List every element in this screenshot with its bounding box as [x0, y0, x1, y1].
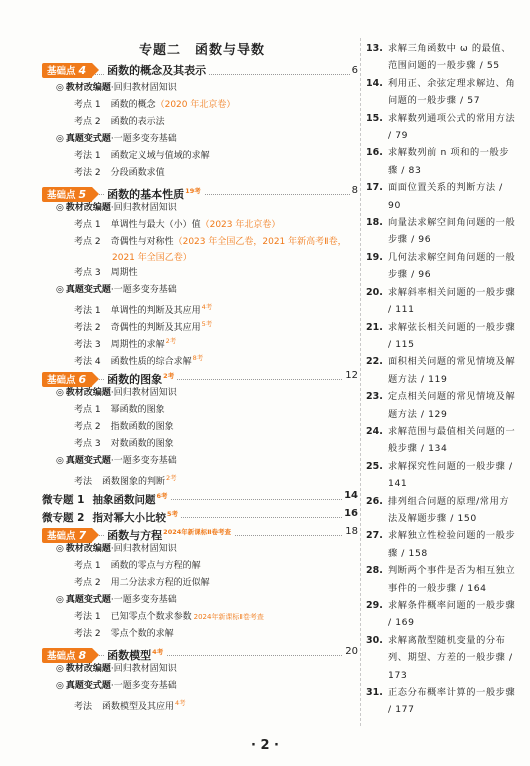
section-heading — [42, 453, 358, 470]
method-item[interactable] — [366, 75, 516, 110]
method-text: 求解数列通项公式的常用方法 / 79 — [388, 112, 516, 142]
item-text: 函数的概念 — [110, 100, 156, 110]
special-topic-title — [42, 494, 171, 506]
section-label: 真题变式题 — [65, 285, 111, 295]
method-number: 31. — [366, 687, 383, 699]
exam-source: 2024年新课标Ⅱ卷考查 — [193, 613, 264, 621]
topic-title-text: 函数的基本性质 — [107, 187, 185, 201]
method-number: 29. — [366, 600, 383, 611]
item-label: 考法 3 — [74, 340, 101, 350]
topic-title — [104, 649, 166, 662]
exam-source: （2023 年北京卷） — [200, 220, 281, 230]
section-tagline: ·一题多变夯基础 — [110, 595, 177, 605]
exam-source: （2023 年全国乙卷，2021 年新高考Ⅱ卷， — [173, 237, 347, 247]
item-text: 零点个数的求解 — [110, 629, 174, 639]
knowledge-item[interactable] — [42, 165, 358, 182]
knowledge-item[interactable] — [42, 419, 358, 436]
special-topic-row[interactable] — [42, 505, 358, 523]
method-text: 求解三角函数中 ω 的最值、范围问题的一般步骤 / 55 — [388, 43, 511, 72]
special-topic-title — [42, 512, 181, 524]
method-item[interactable] — [366, 144, 516, 179]
page-number: 12 — [343, 367, 358, 385]
knowledge-item[interactable] — [42, 114, 358, 131]
page-number: 16 — [342, 505, 358, 523]
method-text: 面积相关问题的常见情境及解题方法 / 119 — [388, 356, 516, 385]
method-item[interactable] — [366, 597, 516, 632]
method-number: 18. — [366, 217, 383, 229]
target-icon: ◎ — [56, 664, 64, 674]
section-tagline: ·回归教材固知识 — [110, 388, 177, 398]
item-label: 考法 — [74, 477, 93, 487]
topic-badge — [42, 648, 92, 663]
item-label: 考点 1 — [74, 405, 101, 415]
section-heading — [42, 131, 358, 148]
method-text: 求解探究性问题的一般步骤 / 141 — [388, 460, 513, 490]
method-text: 求解弦长相关问题的一般步骤 / 115 — [388, 321, 516, 350]
item-label: 考点 2 — [74, 422, 101, 432]
toc-topic-row[interactable] — [42, 182, 358, 200]
topic-title-text: 函数的概念及其表示 — [107, 64, 207, 77]
page-number: 6 — [350, 62, 358, 80]
knowledge-item[interactable] — [42, 609, 358, 626]
method-item[interactable] — [366, 388, 516, 423]
item-label: 考法 — [74, 702, 93, 712]
exam-count: 4考 — [201, 303, 213, 311]
item-text: 单调性的判断及其应用 — [110, 306, 201, 316]
page-number: 14 — [342, 487, 358, 505]
page-number: 18 — [343, 523, 358, 541]
knowledge-item[interactable] — [42, 217, 358, 234]
method-text: 正态分布概率计算的一般步骤 / 177 — [388, 687, 516, 716]
special-topic-label: 微专题 1 — [42, 493, 85, 506]
topic-title-text: 函数与方程 — [107, 528, 163, 542]
knowledge-item[interactable] — [42, 626, 358, 643]
section-label: 教材改编题 — [65, 203, 111, 213]
section-label: 教材改编题 — [65, 664, 111, 674]
method-text: 几何法求解空间角问题的一般步骤 / 96 — [388, 251, 516, 281]
item-label: 考点 1 — [74, 100, 101, 110]
exam-count: 6考 — [156, 492, 168, 500]
exam-count: 8考 — [192, 354, 204, 362]
section-tagline: ·回归教材固知识 — [110, 544, 177, 554]
section-tagline: ·回归教材固知识 — [110, 83, 177, 93]
item-label: 考法 1 — [74, 306, 101, 316]
exam-count: 2考 — [163, 372, 175, 380]
method-item[interactable] — [366, 284, 516, 319]
source-continuation: 2021 年全国乙卷） — [112, 253, 192, 263]
section-heading — [42, 80, 358, 97]
knowledge-item[interactable] — [42, 402, 358, 419]
item-label: 考法 2 — [74, 629, 101, 639]
method-item[interactable] — [366, 632, 516, 684]
special-topic-name: 指对幂大小比较 — [92, 511, 166, 524]
knowledge-item[interactable] — [42, 695, 358, 712]
section-tagline: ·一题多变夯基础 — [110, 134, 177, 144]
method-item[interactable] — [366, 179, 516, 214]
method-text: 求解数列前 n 项和的一般步骤 / 83 — [388, 147, 510, 176]
target-icon: ◎ — [56, 83, 64, 93]
method-text: 求解斜率相关问题的一般步骤 / 111 — [388, 286, 516, 316]
exam-count: 5考 — [201, 320, 213, 328]
item-text: 奇偶性与对称性 — [110, 237, 174, 247]
topic-badge — [42, 187, 92, 202]
topic-badge-label: 基础点 — [47, 189, 76, 201]
method-number: 17. — [366, 182, 383, 194]
item-text: 函数的零点与方程的解 — [110, 561, 201, 571]
topic-badge — [42, 63, 92, 78]
section-heading — [42, 385, 358, 402]
topic-badge — [42, 372, 92, 387]
topic-badge-number: 8 — [78, 648, 87, 662]
item-label: 考点 3 — [74, 268, 101, 278]
method-number: 16. — [366, 147, 383, 159]
method-number: 24. — [366, 425, 383, 437]
method-item[interactable] — [366, 458, 516, 493]
toc-topic-row[interactable] — [42, 62, 358, 80]
method-text: 排列组合问题的原理/常用方法及解题步骤 / 150 — [388, 495, 510, 524]
method-number: 27. — [366, 530, 383, 542]
method-item[interactable] — [366, 319, 516, 354]
section-heading — [42, 200, 358, 217]
section-label: 教材改编题 — [65, 83, 111, 93]
topic-badge-label: 基础点 — [47, 66, 76, 77]
section-label: 教材改编题 — [65, 544, 111, 554]
item-label: 考点 1 — [74, 220, 101, 230]
item-label: 考法 1 — [74, 612, 101, 622]
knowledge-item[interactable] — [42, 97, 358, 114]
topic-badge-number: 4 — [78, 64, 87, 77]
method-item[interactable] — [366, 40, 516, 75]
section-tagline: ·一题多变夯基础 — [110, 285, 177, 295]
method-number: 23. — [366, 391, 383, 403]
topic-badge-label: 基础点 — [47, 374, 76, 386]
topic-badge-number: 7 — [78, 528, 87, 542]
topic-title — [104, 529, 234, 542]
exam-count: 4考 — [175, 699, 186, 707]
topic-badge-number: 5 — [78, 187, 87, 201]
knowledge-item[interactable] — [42, 299, 358, 316]
method-text: 求解独立性检验问题的一般步骤 / 158 — [388, 530, 516, 559]
target-icon: ◎ — [56, 203, 64, 213]
item-label: 考法 2 — [74, 323, 101, 333]
section-heading — [42, 678, 358, 695]
knowledge-item[interactable] — [42, 575, 358, 592]
section-label: 教材改编题 — [65, 388, 111, 398]
topic-title — [104, 188, 204, 201]
special-topic-row[interactable] — [42, 487, 358, 505]
topic-title — [104, 64, 209, 77]
knowledge-item[interactable] — [42, 436, 358, 453]
item-label: 考点 2 — [74, 117, 101, 127]
section-label: 真题变式题 — [65, 595, 111, 605]
item-label: 考点 2 — [74, 237, 101, 247]
method-item[interactable] — [366, 562, 516, 597]
exam-count: 19考 — [185, 187, 201, 195]
toc-topic-row[interactable] — [42, 523, 358, 541]
item-label: 考法 1 — [74, 151, 101, 161]
method-list — [366, 40, 516, 719]
target-icon: ◎ — [56, 388, 64, 398]
page-number: 8 — [350, 182, 358, 200]
section-label: 真题变式题 — [65, 456, 111, 466]
method-number: 15. — [366, 112, 383, 124]
exam-count: 2024年新课标Ⅱ卷考查 — [163, 528, 232, 536]
left-column — [42, 40, 358, 712]
item-label: 考法 2 — [74, 168, 101, 178]
exam-count: 2考 — [165, 337, 177, 345]
method-number: 20. — [366, 286, 383, 298]
method-text: 求解离散型随机变量的分布列、期望、方差的一般步骤 / 173 — [388, 634, 513, 681]
knowledge-item[interactable] — [42, 316, 358, 333]
method-text: 判断两个事件是否为相互独立事件的一般步骤 / 164 — [388, 565, 516, 594]
method-item[interactable] — [366, 527, 516, 562]
item-label: 考法 4 — [74, 357, 101, 367]
method-text: 定点相关问题的常见情境及解题方法 / 129 — [388, 391, 516, 420]
topic-title-text: 函数模型 — [107, 648, 152, 662]
target-icon: ◎ — [56, 681, 64, 691]
method-number: 30. — [366, 634, 383, 646]
target-icon: ◎ — [56, 544, 64, 554]
target-icon: ◎ — [56, 134, 64, 144]
target-icon: ◎ — [56, 595, 64, 605]
section-tagline: ·一题多变夯基础 — [110, 681, 177, 691]
item-text: 函数模型及其应用 — [102, 702, 175, 712]
toc-topic-row[interactable] — [42, 643, 358, 661]
item-label: 考点 1 — [74, 561, 101, 571]
section-tagline: ·一题多变夯基础 — [110, 456, 177, 466]
item-text: 周期性 — [110, 268, 138, 278]
item-text: 单调性与最大（小）值 — [110, 220, 201, 230]
method-number: 13. — [366, 43, 383, 54]
method-item[interactable] — [366, 493, 516, 528]
exam-count: 2考 — [166, 474, 177, 482]
section-tagline: ·回归教材固知识 — [110, 203, 177, 213]
page-title: 专题二 函数与导数 — [138, 43, 265, 58]
topic-title-text: 函数的图象 — [107, 372, 163, 386]
item-text: 分段函数求值 — [110, 168, 165, 178]
method-item[interactable] — [366, 423, 516, 458]
page-number: · 2 · — [251, 738, 279, 753]
knowledge-item[interactable] — [42, 333, 358, 350]
section-heading — [42, 592, 358, 609]
method-number: 25. — [366, 460, 383, 472]
section-heading — [42, 282, 358, 299]
method-number: 26. — [366, 495, 383, 507]
item-text: 函数性质的综合求解 — [110, 357, 192, 367]
page-number: 20 — [343, 643, 358, 661]
method-item[interactable] — [366, 249, 516, 284]
method-text: 向量法求解空间角问题的一般步骤 / 96 — [388, 217, 516, 246]
item-text: 函数图象的判断 — [102, 477, 166, 487]
item-text: 指数函数的图象 — [110, 422, 174, 432]
method-number: 21. — [366, 321, 383, 333]
knowledge-item[interactable] — [42, 234, 358, 251]
method-number: 19. — [366, 251, 383, 263]
method-item[interactable] — [366, 214, 516, 249]
method-text: 利用正、余弦定理求解边、角问题的一般步骤 / 57 — [388, 77, 516, 107]
target-icon: ◎ — [56, 285, 64, 295]
column-divider — [360, 38, 361, 726]
knowledge-item[interactable] — [42, 148, 358, 165]
exam-count: 4考 — [152, 648, 164, 656]
item-text: 幂函数的图象 — [110, 405, 165, 415]
section-heading — [42, 661, 358, 678]
section-label: 真题变式题 — [65, 134, 111, 144]
exam-source: （2020 年北京卷） — [155, 100, 236, 110]
topic-badge — [42, 528, 92, 543]
method-number: 28. — [366, 565, 383, 577]
method-text: 求解条件概率问题的一般步骤 / 169 — [388, 600, 516, 629]
method-item[interactable] — [366, 684, 516, 719]
item-text: 函数的表示法 — [110, 117, 165, 127]
knowledge-item[interactable] — [42, 558, 358, 575]
item-text: 函数定义域与值域的求解 — [110, 151, 210, 161]
method-text: 求解范围与最值相关问题的一般步骤 / 134 — [388, 425, 516, 455]
exam-count: 5考 — [166, 510, 178, 518]
special-topic-name: 抽象函数问题 — [92, 493, 156, 506]
item-label: 考点 3 — [74, 439, 101, 449]
target-icon: ◎ — [56, 456, 64, 466]
method-number: 14. — [366, 77, 383, 89]
topic-title — [104, 373, 177, 386]
knowledge-item[interactable] — [42, 470, 358, 487]
section-tagline: ·回归教材固知识 — [110, 664, 177, 674]
method-item[interactable] — [366, 353, 516, 388]
section-heading — [42, 541, 358, 558]
item-text: 已知零点个数求参数 — [110, 612, 192, 622]
method-item[interactable] — [366, 110, 516, 145]
special-topic-label: 微专题 2 — [42, 511, 85, 524]
topic-badge-number: 6 — [78, 372, 87, 386]
knowledge-item[interactable] — [42, 265, 358, 282]
right-column — [366, 40, 516, 719]
section-label: 真题变式题 — [65, 681, 111, 691]
method-text: 面面位置关系的判断方法 / 90 — [388, 182, 503, 211]
toc-topic-row[interactable] — [42, 367, 358, 385]
topic-badge-label: 基础点 — [47, 530, 76, 542]
item-text: 奇偶性的判断及其应用 — [110, 323, 201, 333]
item-text: 对数函数的图象 — [110, 439, 174, 449]
item-text: 周期性的求解 — [110, 340, 165, 350]
item-label: 考点 2 — [74, 578, 101, 588]
item-text: 用二分法求方程的近似解 — [110, 578, 210, 588]
toc-list — [42, 62, 358, 712]
topic-badge-label: 基础点 — [47, 650, 76, 662]
method-number: 22. — [366, 356, 383, 368]
knowledge-item[interactable] — [42, 350, 358, 367]
